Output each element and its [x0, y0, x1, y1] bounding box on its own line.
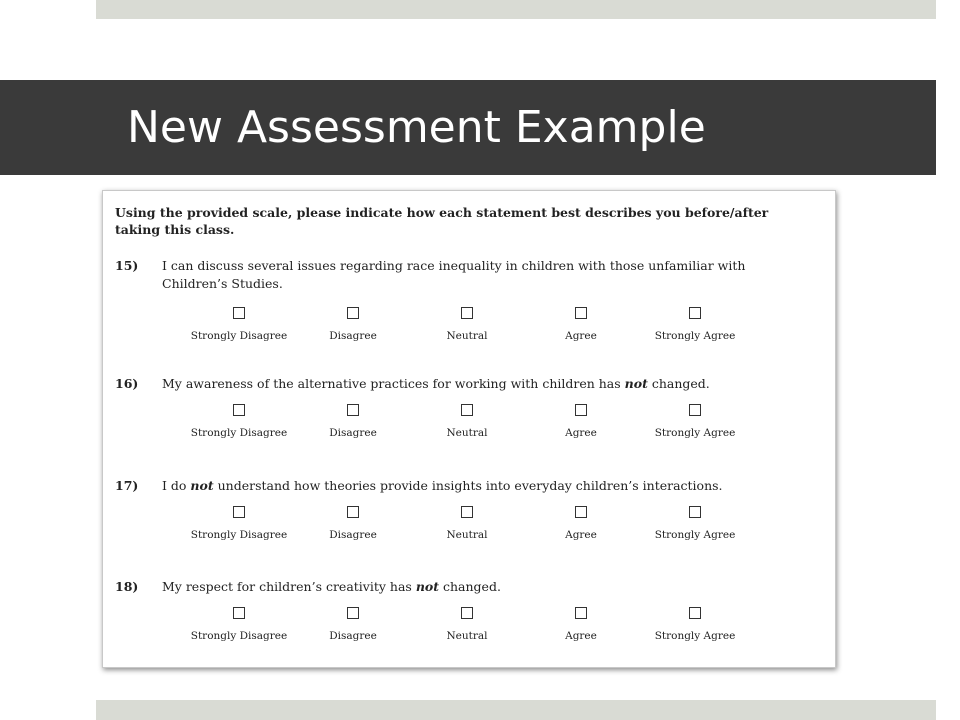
scale-option[interactable]: [184, 404, 294, 439]
checkbox[interactable]: [689, 607, 701, 619]
question-text-segment: changed.: [439, 579, 501, 594]
checkbox[interactable]: [689, 307, 701, 319]
scale-option-label: Strongly Disagree: [190, 330, 288, 342]
question-text: [162, 375, 802, 393]
scale-option[interactable]: [526, 607, 636, 642]
checkbox[interactable]: [347, 307, 359, 319]
checkbox[interactable]: [575, 404, 587, 416]
question-number: 16): [115, 376, 139, 391]
scale-option[interactable]: [640, 607, 750, 642]
scale-option[interactable]: [412, 506, 522, 541]
scale-option-label: Disagree: [329, 330, 377, 342]
scale-option[interactable]: [526, 506, 636, 541]
checkbox[interactable]: [233, 404, 245, 416]
scale-option-label: Agree: [565, 529, 597, 541]
emphasized-word: not: [624, 376, 648, 391]
question-text: [162, 578, 802, 596]
scale-option[interactable]: [640, 506, 750, 541]
likert-scale: [103, 307, 837, 347]
scale-option-label: Neutral: [446, 529, 488, 541]
scale-option-label: Agree: [565, 427, 597, 439]
top-decorative-band: [96, 0, 936, 19]
scale-option-label: Neutral: [446, 630, 488, 642]
scale-option[interactable]: [640, 307, 750, 342]
question-text-segment: My respect for children’s creativity has: [162, 579, 416, 594]
checkbox[interactable]: [575, 506, 587, 518]
scale-option[interactable]: [184, 506, 294, 541]
checkbox[interactable]: [233, 307, 245, 319]
question-number: 15): [115, 258, 139, 273]
likert-scale: [103, 506, 837, 546]
question-text-segment: understand how theories provide insights into everyday children’s interactions.: [213, 478, 723, 493]
survey-form-image: [102, 190, 836, 668]
checkbox[interactable]: [689, 506, 701, 518]
checkbox[interactable]: [689, 404, 701, 416]
emphasized-word: not: [190, 478, 214, 493]
scale-option-label: Agree: [565, 630, 597, 642]
scale-option-label: Strongly Disagree: [190, 529, 288, 541]
survey-instructions: Using the provided scale, please indicate how each statement best describes you before/after taking this class.: [115, 205, 769, 237]
question-text-segment: I do: [162, 478, 191, 493]
scale-option[interactable]: [184, 607, 294, 642]
scale-option[interactable]: [412, 307, 522, 342]
emphasized-word: not: [415, 579, 440, 594]
checkbox[interactable]: [461, 307, 473, 319]
scale-option-label: Neutral: [446, 330, 488, 342]
scale-option[interactable]: [298, 607, 408, 642]
checkbox[interactable]: [347, 404, 359, 416]
scale-option-label: Disagree: [329, 630, 377, 642]
scale-option[interactable]: [298, 404, 408, 439]
question-text-segment: I can discuss several issues regarding race inequality in children with those unfamiliar with Children’s Studies.: [162, 258, 746, 291]
checkbox[interactable]: [575, 607, 587, 619]
scale-option[interactable]: [640, 404, 750, 439]
scale-option-label: Neutral: [446, 427, 488, 439]
checkbox[interactable]: [347, 607, 359, 619]
scale-option-label: Strongly Agree: [654, 427, 736, 439]
scale-option-label: Strongly Disagree: [190, 427, 288, 439]
checkbox[interactable]: [233, 506, 245, 518]
checkbox[interactable]: [461, 404, 473, 416]
checkbox[interactable]: [233, 607, 245, 619]
scale-option[interactable]: [526, 404, 636, 439]
scale-option-label: Strongly Agree: [654, 330, 736, 342]
question-number: 18): [115, 579, 139, 594]
scale-option-label: Strongly Disagree: [190, 630, 288, 642]
scale-option-label: Strongly Agree: [654, 630, 736, 642]
scale-option[interactable]: [184, 307, 294, 342]
checkbox[interactable]: [347, 506, 359, 518]
scale-option[interactable]: [526, 307, 636, 342]
question-text: [162, 257, 802, 293]
scale-option[interactable]: [298, 506, 408, 541]
bottom-decorative-band: [96, 700, 936, 720]
scale-option-label: Strongly Agree: [654, 529, 736, 541]
checkbox[interactable]: [461, 607, 473, 619]
question-text-segment: My awareness of the alternative practices for working with children has: [162, 376, 625, 391]
checkbox[interactable]: [461, 506, 473, 518]
scale-option[interactable]: [412, 404, 522, 439]
question-text: [162, 477, 802, 495]
likert-scale: [103, 607, 837, 647]
scale-option[interactable]: [298, 307, 408, 342]
scale-option-label: Disagree: [329, 427, 377, 439]
question-text-segment: changed.: [647, 376, 710, 391]
question-number: 17): [115, 478, 139, 493]
scale-option[interactable]: [412, 607, 522, 642]
likert-scale: [103, 404, 837, 444]
scale-option-label: Agree: [565, 330, 597, 342]
slide-title: New Assessment Example: [127, 102, 706, 153]
scale-option-label: Disagree: [329, 529, 377, 541]
checkbox[interactable]: [575, 307, 587, 319]
